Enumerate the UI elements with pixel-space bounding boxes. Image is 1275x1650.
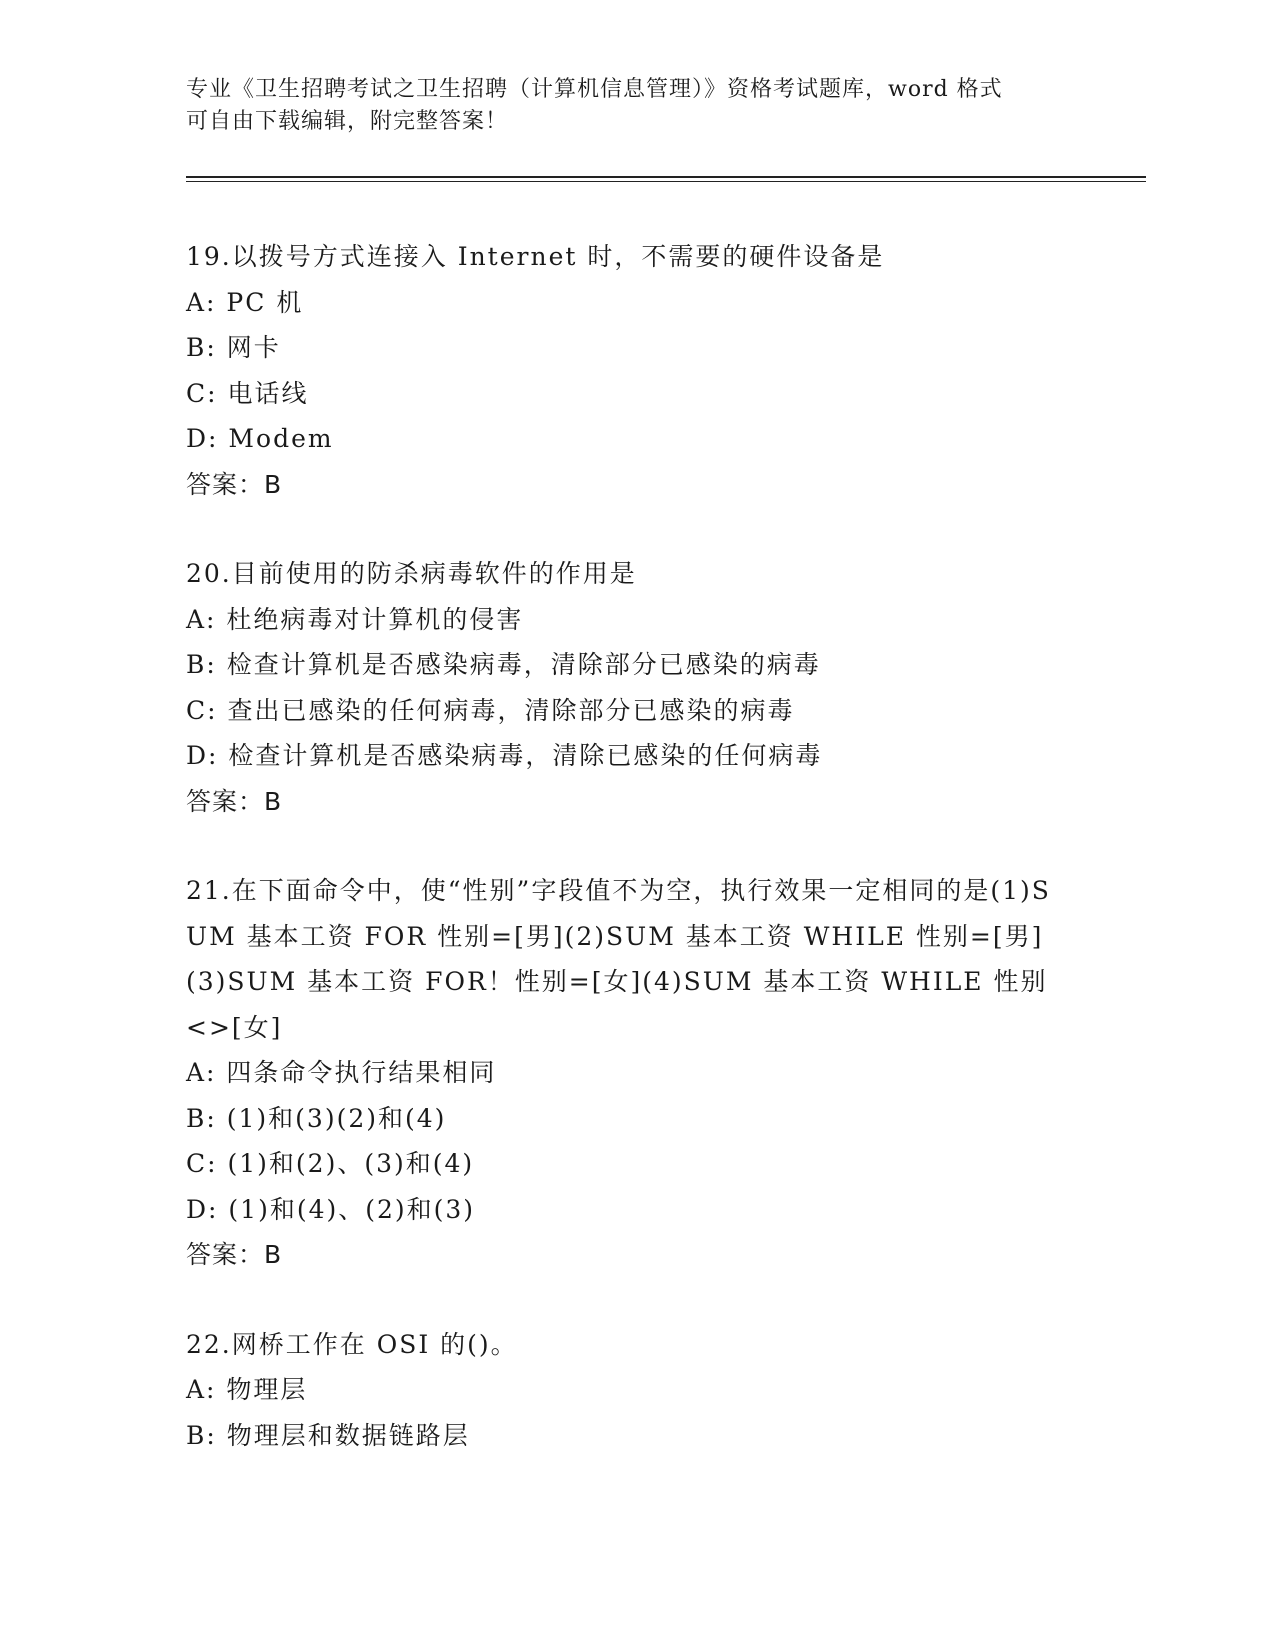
header-line-1: 专业《卫生招聘考试之卫生招聘（计算机信息管理）》资格考试题库，word 格式	[186, 77, 1003, 102]
header-line-2: 可自由下载编辑，附完整答案！	[186, 109, 509, 134]
question-stem: 22.网桥工作在 OSI 的()。	[186, 1329, 518, 1359]
option-b: B: 物理层和数据链路层	[186, 1420, 470, 1450]
question-list	[186, 234, 1146, 1502]
question-19	[186, 234, 1146, 507]
option-d: D: Modem	[186, 424, 334, 453]
question-stem: 21.在下面命令中，使“性别”字段值不为空，执行效果一定相同的是(1)SUM 基本工资 FOR 性别=[男](2)SUM 基本工资 WHILE 性别=[男](3)SUM 基本工资 FOR！性别=[女](4)SUM 基本工资 WHILE 性别<>[女]	[186, 876, 1051, 1042]
question-20	[186, 551, 1146, 824]
question-stem: 19.以拨号方式连接入 Internet 时，不需要的硬件设备是	[186, 242, 885, 271]
option-a: A: 物理层	[186, 1375, 308, 1404]
option-d: D: (1)和(4)、(2)和(3)	[186, 1194, 476, 1224]
option-c: C: (1)和(2)、(3)和(4)	[186, 1149, 475, 1178]
answer-text: 答案：B	[186, 786, 283, 816]
question-22	[186, 1322, 1146, 1459]
option-a: A: 四条命令执行结果相同	[186, 1058, 497, 1087]
question-21	[186, 868, 1146, 1278]
answer-text: 答案：B	[186, 1240, 283, 1269]
header-divider-thin	[186, 181, 1146, 182]
option-a: A: 杜绝病毒对计算机的侵害	[186, 604, 524, 634]
option-a: A: PC 机	[186, 287, 304, 317]
answer-text: 答案：B	[186, 469, 283, 499]
document-header	[186, 74, 1086, 138]
option-b: B: 网卡	[186, 333, 281, 362]
option-d: D: 检查计算机是否感染病毒，清除已感染的任何病毒	[186, 741, 823, 770]
option-c: C: 电话线	[186, 378, 309, 408]
option-b: B: 检查计算机是否感染病毒，清除部分已感染的病毒	[186, 650, 821, 679]
header-divider-thick	[186, 176, 1146, 178]
option-b: B: (1)和(3)(2)和(4)	[186, 1103, 447, 1133]
option-c: C: 查出已感染的任何病毒，清除部分已感染的病毒	[186, 695, 795, 725]
question-stem: 20.目前使用的防杀病毒软件的作用是	[186, 559, 637, 588]
